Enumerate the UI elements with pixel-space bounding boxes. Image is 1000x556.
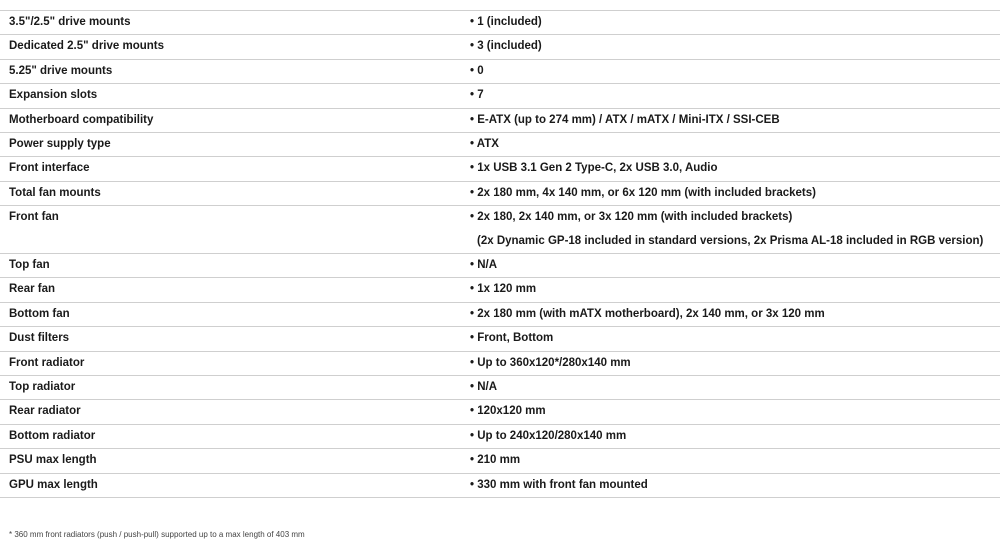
spec-value: [470, 182, 1000, 205]
spec-value-line: • 3 (included): [470, 40, 542, 53]
spec-value-line: • 1x 120 mm: [470, 283, 537, 296]
spec-value-line: • 1x USB 3.1 Gen 2 Type-C, 2x USB 3.0, Audio: [470, 162, 718, 175]
spec-value: [470, 474, 1000, 497]
spec-value: [470, 449, 1000, 472]
spec-value: [470, 35, 1000, 58]
spec-value-line: • ATX: [470, 138, 499, 151]
spec-label: Front radiator: [9, 356, 85, 369]
spec-value-line: • 120x120 mm: [470, 405, 546, 418]
spec-label: Power supply type: [9, 138, 111, 151]
spec-row: [0, 84, 1000, 108]
spec-value: [470, 84, 1000, 107]
spec-label: Rear radiator: [9, 405, 81, 418]
spec-row: [0, 400, 1000, 424]
spec-row: [0, 60, 1000, 84]
spec-value-line: • 2x 180, 2x 140 mm, or 3x 120 mm (with included brackets): [470, 211, 793, 224]
spec-value-line: • Up to 360x120*/280x140 mm: [470, 356, 631, 369]
spec-label: Top fan: [9, 259, 50, 272]
spec-value-line: • 330 mm with front fan mounted: [470, 478, 648, 491]
spec-value: [470, 400, 1000, 423]
spec-value-line: • N/A: [470, 259, 498, 272]
spec-label: Bottom fan: [9, 307, 70, 320]
spec-value-line: • 7: [470, 89, 484, 102]
spec-row: [0, 157, 1000, 181]
spec-label: 5.25" drive mounts: [9, 64, 113, 77]
spec-value-line: • 2x 180 mm (with mATX motherboard), 2x 140 mm, or 3x 120 mm: [470, 307, 825, 320]
spec-row: [0, 474, 1000, 498]
spec-label: Dedicated 2.5" drive mounts: [9, 40, 164, 53]
spec-label: Dust filters: [9, 332, 70, 345]
spec-label: GPU max length: [9, 478, 98, 491]
spec-row: [0, 133, 1000, 157]
spec-row: [0, 109, 1000, 133]
spec-row: [0, 278, 1000, 302]
spec-label: 3.5"/2.5" drive mounts: [9, 16, 131, 28]
spec-value: [470, 11, 1000, 34]
spec-value: [470, 254, 1000, 277]
spec-row: [0, 303, 1000, 327]
spec-value-note: (2x Dynamic GP-18 included in standard versions, 2x Prisma AL-18 included in RGB version): [477, 234, 984, 247]
spec-label: PSU max length: [9, 454, 97, 467]
spec-row: [0, 449, 1000, 473]
spec-row: [0, 327, 1000, 351]
spec-value: [470, 133, 1000, 156]
spec-value-line: • Up to 240x120/280x140 mm: [470, 429, 627, 442]
spec-value-line: • 210 mm: [470, 454, 521, 467]
spec-value: [470, 60, 1000, 83]
spec-value-line: • Front, Bottom: [470, 332, 554, 345]
spec-row: [0, 206, 1000, 254]
spec-row: [0, 35, 1000, 59]
spec-label: Motherboard compatibility: [9, 113, 154, 126]
spec-row: [0, 11, 1000, 35]
spec-label: Front fan: [9, 211, 59, 224]
spec-label: Rear fan: [9, 283, 56, 296]
spec-value: [470, 303, 1000, 326]
spec-label: Expansion slots: [9, 89, 98, 102]
spec-value-line: • 0: [470, 64, 484, 77]
spec-value-line: • N/A: [470, 381, 498, 394]
spec-row: [0, 425, 1000, 449]
spec-label: Top radiator: [9, 381, 76, 394]
spec-value: [470, 327, 1000, 350]
spec-table: [0, 10, 1000, 498]
spec-row: [0, 182, 1000, 206]
spec-value-line: • 2x 180 mm, 4x 140 mm, or 6x 120 mm (with included brackets): [470, 186, 816, 199]
spec-label: Total fan mounts: [9, 186, 101, 199]
spec-value: [470, 352, 1000, 375]
spec-value: [470, 157, 1000, 180]
spec-value: [470, 109, 1000, 132]
spec-value: [470, 425, 1000, 448]
spec-value-line: • E-ATX (up to 274 mm) / ATX / mATX / Mini-ITX / SSI-CEB: [470, 113, 780, 126]
spec-row: [0, 254, 1000, 278]
spec-value: [470, 206, 1000, 253]
spec-value: [470, 376, 1000, 399]
spec-row: [0, 352, 1000, 376]
spec-label: Front interface: [9, 162, 90, 175]
footnote: * 360 mm front radiators (push / push-pull) supported up to a max length of 403 mm: [9, 530, 305, 539]
spec-value-line: • 1 (included): [470, 16, 542, 28]
spec-label: Bottom radiator: [9, 429, 96, 442]
spec-row: [0, 376, 1000, 400]
spec-value: [470, 278, 1000, 301]
